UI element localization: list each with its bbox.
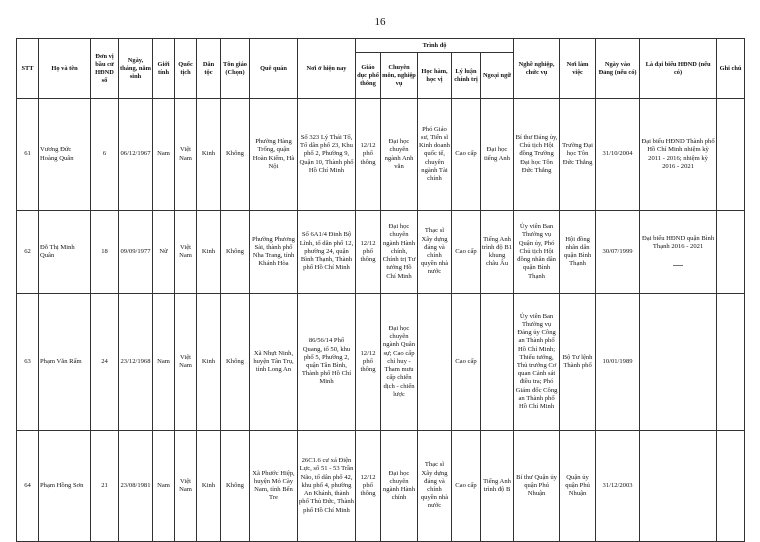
cell-ly-luan: Cao cấp: [452, 211, 481, 294]
header-stt: STT: [17, 39, 39, 99]
cell-ngay-sinh: 23/12/1968: [119, 294, 153, 431]
page-number: 16: [374, 16, 386, 28]
header-noi-o: Nơi ở hiện nay: [298, 39, 356, 99]
header-nghe-nghiep: Nghề nghiệp, chức vụ: [514, 39, 560, 99]
cell-ghi-chu: [717, 431, 745, 542]
cell-chuyen-mon: Đại học chuyên ngành Quân sự; Cao cấp chỉ huy - Tham mưu cấp chiến dịch - chiến lược: [381, 294, 418, 431]
cell-hoc-ham: Thạc sĩ Xây dựng đảng và chính quyền nhà nước: [418, 211, 452, 294]
candidate-table: [16, 38, 745, 542]
cell-quoc-tich: Việt Nam: [175, 99, 197, 211]
cell-don-vi: 21: [91, 431, 119, 542]
header-don-vi: Đơn vị bầu cử HĐND số: [91, 39, 119, 99]
cell-stt: 61: [17, 99, 39, 211]
cell-quoc-tich: Việt Nam: [175, 431, 197, 542]
table-row: [17, 211, 745, 294]
cell-dan-toc: Kinh: [197, 99, 221, 211]
cell-ghi-chu: [717, 211, 745, 294]
cell-ngoai-ngu: Tiếng Anh trình độ B1 khung châu Âu: [481, 211, 514, 294]
header-ton-giao: Tôn giáo (Chọn): [221, 39, 250, 99]
cell-noi-lam-viec: Hội đồng nhân dân quận Bình Thạnh: [560, 211, 596, 294]
cell-stt: 62: [17, 211, 39, 294]
cell-dan-toc: Kinh: [197, 431, 221, 542]
cell-nghe-nghiep: Bí thư Đảng ủy, Chủ tịch Hội đồng Trường Đại học Tôn Đức Thắng: [514, 99, 560, 211]
cell-nghe-nghiep: Bí thư Quận ủy quận Phú Nhuận: [514, 431, 560, 542]
header-gioi-tinh: Giới tính: [153, 39, 175, 99]
cell-noi-o: Số 6A1/4 Đinh Bộ Lĩnh, tổ dân phố 12, phường 24, quận Bình Thạnh, Thành phố Hồ Chí Minh: [298, 211, 356, 294]
cell-dan-toc: Kinh: [197, 294, 221, 431]
cell-ho-ten: Đỗ Thị Minh Quân: [39, 211, 91, 294]
table-row: [17, 294, 745, 431]
cell-ho-ten: Phạm Văn Rấm: [39, 294, 91, 431]
cell-noi-lam-viec: Bộ Tư lệnh Thành phố: [560, 294, 596, 431]
cell-noi-lam-viec: Trường Đại học Tôn Đức Thắng: [560, 99, 596, 211]
cell-stt: 63: [17, 294, 39, 431]
table-row: [17, 99, 745, 211]
cell-noi-lam-viec: Quận ủy quận Phú Nhuận: [560, 431, 596, 542]
header-ghi-chu: Ghi chú: [717, 39, 745, 99]
cell-dai-bieu: [640, 211, 717, 294]
cell-que-quan: Xã Phước Hiệp, huyện Mỏ Cày Nam, tỉnh Bến Tre: [250, 431, 298, 542]
header-que-quan: Quê quán: [250, 39, 298, 99]
cell-noi-o: 86/56/14 Phổ Quang, tổ 50, khu phố 5, Phường 2, quận Tân Bình, Thành phố Hồ Chí Minh: [298, 294, 356, 431]
cell-ho-ten: Vương Đức Hoàng Quân: [39, 99, 91, 211]
cell-ghi-chu: [717, 294, 745, 431]
handwritten-mark: [673, 258, 683, 266]
cell-hoc-ham: [418, 294, 452, 431]
cell-don-vi: 6: [91, 99, 119, 211]
cell-que-quan: Phường Phương Sài, thành phố Nha Trang, tỉnh Khánh Hòa: [250, 211, 298, 294]
cell-ton-giao: Không: [221, 294, 250, 431]
header-ngay-sinh: Ngày, tháng, năm sinh: [119, 39, 153, 99]
cell-ngay-sinh: 09/09/1977: [119, 211, 153, 294]
cell-don-vi: 18: [91, 211, 119, 294]
cell-gdpt: 12/12 phổ thông: [356, 294, 381, 431]
cell-ngoai-ngu: [481, 294, 514, 431]
cell-ghi-chu: [717, 99, 745, 211]
cell-dai-bieu-text: Đại biểu HĐND quận Bình Thạnh 2016 - 2021: [641, 235, 715, 251]
cell-ngay-vao-dang: 10/01/1989: [596, 294, 640, 431]
cell-hoc-ham: Phó Giáo sư, Tiến sĩ Kinh doanh quốc tế, chuyên ngành Tài chính: [418, 99, 452, 211]
cell-que-quan: Xã Nhựt Ninh, huyện Tân Trụ, tỉnh Long An: [250, 294, 298, 431]
header-quoc-tich: Quốc tịch: [175, 39, 197, 99]
cell-nghe-nghiep: Ủy viên Ban Thường vụ Đảng ủy Công an Thành phố Hồ Chí Minh; Thiếu tướng, Thủ trưởng Cơ quan Cảnh sát điều tra; Phó Giám đốc Công an Thành phố Hồ Chí Minh: [514, 294, 560, 431]
cell-don-vi: 24: [91, 294, 119, 431]
cell-ly-luan: Cao cấp: [452, 431, 481, 542]
cell-ly-luan: Cao cấp: [452, 294, 481, 431]
cell-ton-giao: Không: [221, 431, 250, 542]
header-ngay-vao-dang: Ngày vào Đảng (nếu có): [596, 39, 640, 99]
header-noi-lam-viec: Nơi làm việc: [560, 39, 596, 99]
cell-gdpt: 12/12 phổ thông: [356, 99, 381, 211]
cell-dai-bieu: [640, 294, 717, 431]
header-hoc-ham: Học hàm, học vị: [418, 53, 452, 99]
cell-ngay-vao-dang: 31/12/2003: [596, 431, 640, 542]
header-dan-toc: Dân tộc: [197, 39, 221, 99]
cell-ngoai-ngu: Đại học tiếng Anh: [481, 99, 514, 211]
cell-stt: 64: [17, 431, 39, 542]
cell-dai-bieu: Đại biểu HĐND Thành phố Hồ Chí Minh nhiệm kỳ 2011 - 2016; nhiệm kỳ 2016 - 2021: [640, 99, 717, 211]
cell-quoc-tich: Việt Nam: [175, 211, 197, 294]
cell-noi-o: 26C1.6 cư xá Điện Lực, số 51 - 53 Trần Não, tổ dân phố 42, khu phố 4, phường An Khánh, thành phố Thủ Đức, Thành phố Hồ Chí Minh: [298, 431, 356, 542]
cell-chuyen-mon: Đại học chuyên ngành Hành chính: [381, 431, 418, 542]
cell-gioi-tinh: Nam: [153, 99, 175, 211]
header-gdpt: Giáo dục phổ thông: [356, 53, 381, 99]
cell-noi-o: Số 323 Lý Thái Tổ, Tổ dân phố 23, Khu phố 2, Phường 9, Quận 10, Thành phố Hồ Chí Minh: [298, 99, 356, 211]
cell-ngay-sinh: 23/08/1981: [119, 431, 153, 542]
cell-ngay-vao-dang: 30/07/1999: [596, 211, 640, 294]
header-ngoai-ngu: Ngoại ngữ: [481, 53, 514, 99]
cell-chuyen-mon: Đại học chuyên ngành Anh văn: [381, 99, 418, 211]
cell-ngay-vao-dang: 31/10/2004: [596, 99, 640, 211]
header-dai-bieu: Là đại biểu HĐND (nếu có): [640, 39, 717, 99]
header-trinh-do: Trình độ: [356, 39, 514, 53]
cell-gioi-tinh: Nam: [153, 431, 175, 542]
cell-ly-luan: Cao cấp: [452, 99, 481, 211]
header-ho-ten: Họ và tên: [39, 39, 91, 99]
cell-ton-giao: Không: [221, 211, 250, 294]
cell-que-quan: Phường Hàng Trống, quận Hoàn Kiếm, Hà Nội: [250, 99, 298, 211]
cell-ngay-sinh: 06/12/1967: [119, 99, 153, 211]
cell-gdpt: 12/12 phổ thông: [356, 211, 381, 294]
cell-gioi-tinh: Nữ: [153, 211, 175, 294]
cell-nghe-nghiep: Ủy viên Ban Thường vụ Quận ủy, Phó Chủ tịch Hội đồng nhân dân quận Bình Thạnh: [514, 211, 560, 294]
cell-gdpt: 12/12 phổ thông: [356, 431, 381, 542]
cell-hoc-ham: Thạc sĩ Xây dựng đảng và chính quyền nhà nước: [418, 431, 452, 542]
cell-chuyen-mon: Đại học chuyên ngành Hành chính, Chính trị Tư tưởng Hồ Chí Minh: [381, 211, 418, 294]
cell-dan-toc: Kinh: [197, 211, 221, 294]
cell-gioi-tinh: Nam: [153, 294, 175, 431]
cell-dai-bieu: [640, 431, 717, 542]
header-chuyen-mon: Chuyên môn, nghiệp vụ: [381, 53, 418, 99]
table-row: [17, 431, 745, 542]
cell-ton-giao: Không: [221, 99, 250, 211]
header-ly-luan: Lý luận chính trị: [452, 53, 481, 99]
cell-ngoai-ngu: Tiếng Anh trình độ B: [481, 431, 514, 542]
cell-ho-ten: Phạm Hồng Sơn: [39, 431, 91, 542]
cell-quoc-tich: Việt Nam: [175, 294, 197, 431]
